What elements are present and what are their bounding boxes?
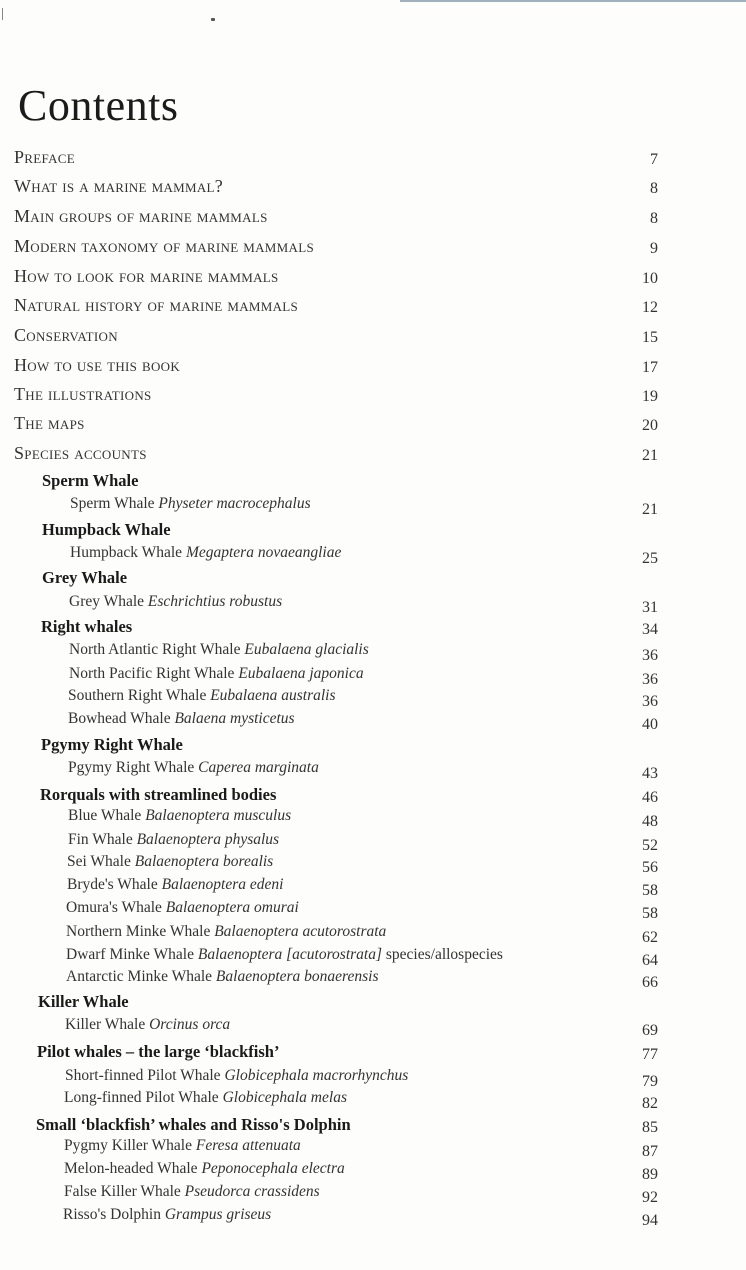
species-title — [64, 1089, 347, 1107]
toc-front-entry — [0, 325, 746, 351]
latin-name: Balaenoptera physalus — [136, 831, 280, 848]
page-number: 46 — [642, 789, 658, 806]
common-name: Grey Whale — [69, 593, 145, 610]
entry-title: Natural history of marine mammals — [14, 295, 299, 315]
page-number: 79 — [642, 1073, 658, 1090]
latin-name: Physeter macrocephalus — [158, 495, 311, 512]
species-title — [70, 495, 311, 513]
common-name: Fin Whale — [68, 831, 133, 848]
page-number: 25 — [642, 550, 658, 567]
latin-name: Balaenoptera omurai — [165, 899, 299, 916]
common-name: Antarctic Minke Whale — [66, 968, 213, 985]
page-number: 21 — [642, 501, 658, 518]
scan-speck — [211, 18, 215, 21]
latin-name: Balaenoptera edeni — [161, 876, 284, 893]
page-number: 17 — [642, 359, 658, 376]
common-name: Bryde's Whale — [67, 876, 158, 893]
page-title: Contents — [18, 81, 179, 130]
species-title — [65, 1016, 230, 1034]
common-name: North Pacific Right Whale — [69, 665, 235, 682]
latin-name: Balaenoptera musculus — [145, 807, 292, 824]
latin-name: Balaenoptera [acutorostrata] — [197, 946, 382, 963]
latin-name: Caperea marginata — [198, 759, 319, 776]
page-number: 9 — [650, 240, 658, 257]
common-name: Short-finned Pilot Whale — [65, 1067, 221, 1084]
common-name: Blue Whale — [68, 807, 142, 824]
group-title: Pilot whales – the large ‘blackfish’ — [37, 1042, 280, 1061]
toc-group-heading — [0, 735, 746, 761]
page-number: 8 — [650, 210, 658, 227]
species-title — [68, 831, 279, 849]
common-name: Sei Whale — [67, 853, 131, 870]
page-number: 56 — [642, 859, 658, 876]
species-title — [66, 946, 503, 964]
species-title — [64, 1183, 320, 1201]
entry-title: Conservation — [14, 325, 118, 345]
toc-group-heading — [0, 617, 746, 643]
page-number: 40 — [642, 716, 658, 733]
toc-front-entry — [0, 147, 746, 173]
entry-title: Main groups of marine mammals — [14, 206, 268, 226]
toc-group-heading — [0, 992, 746, 1018]
species-title — [69, 665, 364, 683]
group-title: Grey Whale — [42, 568, 128, 587]
toc-species-entry — [0, 1089, 746, 1115]
group-title: Sperm Whale — [42, 471, 139, 490]
group-title: Humpback Whale — [42, 520, 171, 539]
group-title: Rorquals with streamlined bodies — [40, 785, 277, 804]
species-title — [66, 923, 386, 941]
toc-species-entry — [0, 807, 746, 833]
species-title — [66, 899, 299, 917]
page-number: 62 — [642, 929, 658, 946]
page-number: 82 — [642, 1095, 658, 1112]
species-title — [63, 1206, 271, 1224]
toc-species-entry — [0, 641, 746, 667]
latin-name: Grampus griseus — [164, 1206, 272, 1223]
species-title — [69, 641, 369, 659]
toc-front-entry — [0, 413, 746, 439]
group-title: Pgymy Right Whale — [41, 735, 183, 754]
common-name: Risso's Dolphin — [63, 1206, 161, 1223]
page-number: 87 — [642, 1143, 658, 1160]
page-number: 43 — [642, 765, 658, 782]
common-name: Bowhead Whale — [68, 710, 171, 727]
common-name: Humpback Whale — [70, 544, 183, 561]
toc-group-heading — [0, 568, 746, 594]
page-number: 10 — [642, 270, 658, 287]
page-number: 52 — [642, 837, 658, 854]
common-name: False Killer Whale — [64, 1183, 181, 1200]
latin-name: Orcinus orca — [149, 1016, 231, 1033]
scan-edge-line — [400, 0, 746, 2]
page-number: 15 — [642, 329, 658, 346]
page-number: 7 — [650, 151, 658, 168]
page-number: 20 — [642, 417, 658, 434]
entry-title: Preface — [14, 147, 75, 167]
page-number: 64 — [642, 952, 658, 969]
group-title: Small ‘blackfish’ whales and Risso's Dolphin — [36, 1115, 351, 1134]
latin-name: Megaptera novaeangliae — [185, 544, 342, 561]
species-title — [66, 968, 379, 986]
page-number: 21 — [642, 447, 658, 464]
latin-name: Eubalaena japonica — [238, 665, 364, 682]
page-number: 34 — [642, 621, 658, 638]
common-name: North Atlantic Right Whale — [69, 641, 241, 658]
page-number: 92 — [642, 1189, 658, 1206]
page-number: 31 — [642, 599, 658, 616]
toc-front-entry — [0, 295, 746, 321]
toc-species-entry — [0, 544, 746, 570]
species-title — [67, 876, 283, 894]
entry-title: Species accounts — [14, 443, 147, 463]
page-number: 58 — [642, 882, 658, 899]
species-title — [68, 807, 291, 825]
toc-front-entry — [0, 176, 746, 202]
scan-speck — [2, 8, 3, 20]
common-name: Melon-headed Whale — [64, 1160, 198, 1177]
latin-name: Pseudorca crassidens — [184, 1183, 320, 1200]
latin-name: Eschrichtius robustus — [147, 593, 283, 610]
common-name: Killer Whale — [65, 1016, 146, 1033]
species-title — [70, 544, 341, 562]
common-name: Omura's Whale — [66, 899, 162, 916]
common-name: Dwarf Minke Whale — [66, 946, 194, 963]
species-title — [65, 1067, 408, 1085]
species-title — [64, 1137, 301, 1155]
latin-name: Peponocephala electra — [201, 1160, 345, 1177]
latin-name: Globicephala macrorhynchus — [224, 1067, 409, 1084]
toc-species-entry — [0, 495, 746, 521]
toc-species-entry — [0, 899, 746, 925]
latin-name: Eubalaena australis — [210, 687, 336, 704]
entry-title: Modern taxonomy of marine mammals — [14, 236, 314, 256]
page-number: 66 — [642, 974, 658, 991]
toc-front-entry — [0, 266, 746, 292]
common-name: Pygmy Killer Whale — [64, 1137, 192, 1154]
toc-front-entry — [0, 236, 746, 262]
species-title — [64, 1160, 345, 1178]
latin-name: Feresa attenuata — [195, 1137, 301, 1154]
page-number: 77 — [642, 1046, 658, 1063]
entry-title: What is a marine mammal? — [14, 176, 224, 196]
page-number: 69 — [642, 1022, 658, 1039]
group-title: Killer Whale — [38, 992, 129, 1011]
species-title — [68, 687, 336, 705]
group-title: Right whales — [41, 617, 133, 636]
common-name: Northern Minke Whale — [66, 923, 211, 940]
page-number: 19 — [642, 388, 658, 405]
entry-title: How to look for marine mammals — [14, 266, 279, 286]
toc-species-entry — [0, 710, 746, 736]
toc-front-entry — [0, 206, 746, 232]
toc-species-entry — [0, 1206, 746, 1232]
common-name: Long-finned Pilot Whale — [64, 1089, 219, 1106]
latin-name: Eubalaena glacialis — [244, 641, 369, 658]
page-number: 85 — [642, 1119, 658, 1136]
entry-title: How to use this book — [14, 355, 181, 375]
species-title — [68, 759, 319, 777]
species-title — [69, 593, 282, 611]
page-number: 94 — [642, 1212, 658, 1229]
toc-species-entry — [0, 968, 746, 994]
common-name: Sperm Whale — [70, 495, 155, 512]
toc-front-entry — [0, 384, 746, 410]
entry-title: The illustrations — [14, 384, 152, 404]
entry-title: The maps — [14, 413, 85, 433]
latin-name: Balaenoptera bonaerensis — [215, 968, 379, 985]
common-name: Pgymy Right Whale — [68, 759, 195, 776]
page-number: 48 — [642, 813, 658, 830]
toc-group-heading — [0, 471, 746, 497]
page-number: 36 — [642, 693, 658, 710]
page-number: 8 — [650, 180, 658, 197]
toc-group-heading — [0, 1042, 746, 1068]
species-title — [68, 710, 295, 728]
species-title — [67, 853, 273, 871]
latin-name: Globicephala melas — [222, 1089, 347, 1106]
latin-name: Balaena mysticetus — [174, 710, 295, 727]
page-number: 36 — [642, 647, 658, 664]
entry-suffix: species/allospecies — [382, 946, 503, 963]
toc-front-entry — [0, 443, 746, 469]
page-number: 58 — [642, 905, 658, 922]
latin-name: Balaenoptera borealis — [134, 853, 274, 870]
toc-front-entry — [0, 355, 746, 381]
common-name: Southern Right Whale — [68, 687, 207, 704]
toc-species-entry — [0, 593, 746, 619]
page-number: 36 — [642, 671, 658, 688]
page-number: 12 — [642, 299, 658, 316]
toc-species-entry — [0, 759, 746, 785]
toc-species-entry — [0, 1016, 746, 1042]
latin-name: Balaenoptera acutorostrata — [214, 923, 387, 940]
toc-group-heading — [0, 520, 746, 546]
page-number: 89 — [642, 1166, 658, 1183]
